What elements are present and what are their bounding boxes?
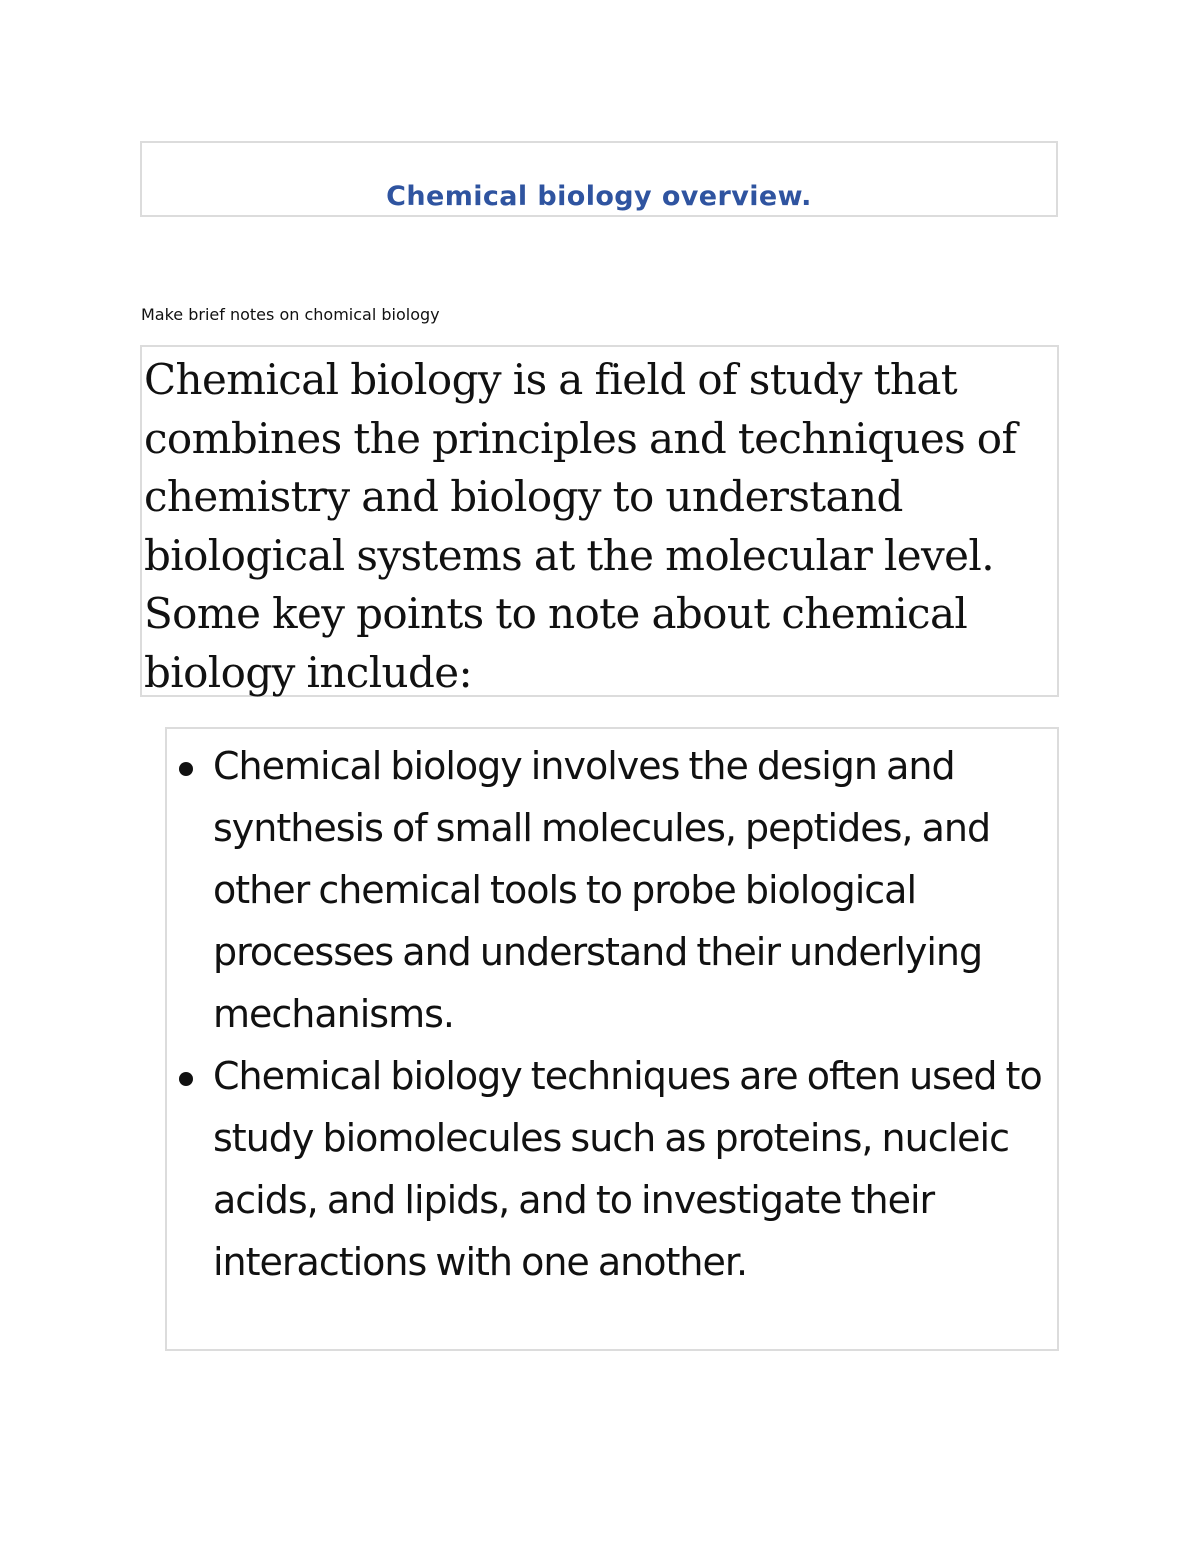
list-item (167, 1045, 1057, 1293)
bullet-icon (179, 762, 193, 776)
page-title: Chemical biology overview. (386, 181, 812, 212)
intro-box (140, 345, 1059, 697)
list-item-text: Chemical biology involves the design and synthesis of small molecules, peptides, and other chemical tools to probe biological processes and understand their underlying mechanisms. (213, 744, 991, 1036)
prompt-text: Make brief notes on chomical biology (141, 305, 440, 324)
list-item (167, 735, 1057, 1045)
title-box (140, 141, 1058, 217)
key-points-box (165, 727, 1059, 1351)
list-item-text: Chemical biology techniques are often used to study biomolecules such as proteins, nucleic acids, and lipids, and to investigate their interactions with one another. (213, 1054, 1042, 1284)
key-points-list (167, 735, 1057, 1293)
intro-paragraph: Chemical biology is a field of study that combines the principles and techniques of chemistry and biology to understand biological systems at the molecular level. Some key points to note about chemical biology include: (144, 355, 1017, 697)
bullet-icon (179, 1072, 193, 1086)
